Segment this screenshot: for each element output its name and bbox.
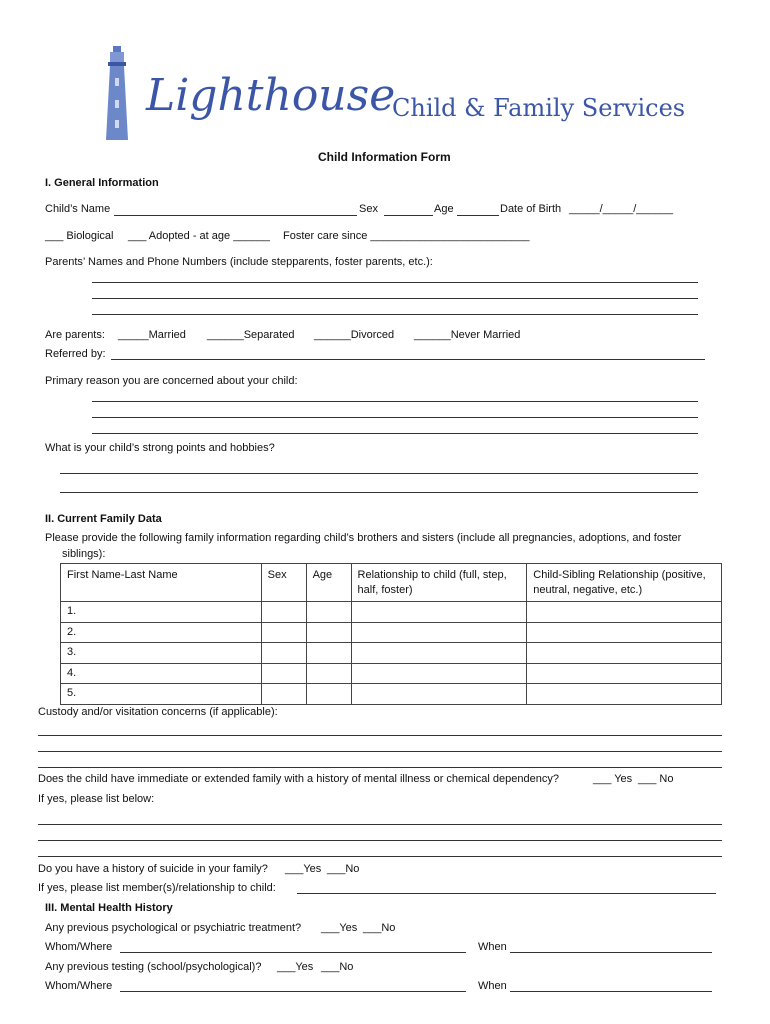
referred-by-label: Referred by: xyxy=(45,348,106,360)
testing-yes[interactable]: ___Yes xyxy=(277,961,314,973)
table-row xyxy=(61,663,722,684)
parents-label: Parents’ Names and Phone Numbers (include stepparents, foster parents, etc.): xyxy=(45,256,433,268)
mental-illness-line-2[interactable] xyxy=(38,840,722,841)
whom-where-label: Whom/Where xyxy=(45,941,113,953)
strong-points-line-1[interactable] xyxy=(60,473,698,474)
table-cell[interactable] xyxy=(306,684,351,705)
parents-line-3[interactable] xyxy=(92,314,698,315)
strong-points-label: What is your child’s strong points and hobbies? xyxy=(45,442,275,454)
mental-illness-line-3[interactable] xyxy=(38,856,722,857)
table-cell[interactable] xyxy=(351,602,527,623)
suicide-list-label: If yes, please list member(s)/relationship to child: xyxy=(38,882,276,894)
suicide-no[interactable]: ___No xyxy=(327,863,360,875)
strong-points-line-2[interactable] xyxy=(60,492,698,493)
table-cell[interactable] xyxy=(351,622,527,643)
age-field[interactable] xyxy=(457,215,499,216)
age-label: Age xyxy=(434,203,454,215)
suicide-list-field[interactable] xyxy=(297,893,716,894)
parents-line-1[interactable] xyxy=(92,282,698,283)
section-mental-heading: III. Mental Health History xyxy=(45,902,173,914)
treatment-yes[interactable]: ___Yes xyxy=(321,922,358,934)
table-cell[interactable] xyxy=(261,684,306,705)
sex-label: Sex xyxy=(359,203,378,215)
row-number[interactable]: 4. xyxy=(61,663,262,684)
when-field-2[interactable] xyxy=(510,991,712,992)
table-cell[interactable] xyxy=(527,684,722,705)
logo-sub-text: Child & Family Services xyxy=(392,94,686,122)
sibling-table xyxy=(60,563,722,705)
table-cell[interactable] xyxy=(527,622,722,643)
parents-line-2[interactable] xyxy=(92,298,698,299)
mental-illness-yes[interactable]: ___ Yes xyxy=(593,773,633,785)
when-field[interactable] xyxy=(510,952,712,953)
row-number[interactable]: 3. xyxy=(61,643,262,664)
suicide-yes[interactable]: ___Yes xyxy=(285,863,322,875)
table-cell[interactable] xyxy=(306,663,351,684)
column-header: Age xyxy=(306,564,351,602)
child-name-field[interactable] xyxy=(114,215,357,216)
table-cell[interactable] xyxy=(527,643,722,664)
form-title: Child Information Form xyxy=(318,150,451,164)
mental-illness-question: Does the child have immediate or extended family with a history of mental illness or chemical dependency? xyxy=(38,773,559,785)
table-cell[interactable] xyxy=(527,663,722,684)
child-name-label: Child’s Name xyxy=(45,203,111,215)
lighthouse-icon xyxy=(98,44,138,144)
row-number[interactable]: 1. xyxy=(61,602,262,623)
row-number[interactable]: 5. xyxy=(61,684,262,705)
when-label: When xyxy=(478,941,507,953)
when-label-2: When xyxy=(478,980,507,992)
table-header-row xyxy=(61,564,722,602)
table-cell[interactable] xyxy=(306,622,351,643)
whom-where-label-2: Whom/Where xyxy=(45,980,113,992)
never-married-option[interactable]: ______Never Married xyxy=(414,329,521,341)
previous-treatment-question: Any previous psychological or psychiatric treatment? xyxy=(45,922,302,934)
custody-line-2[interactable] xyxy=(38,751,722,752)
are-parents-label: Are parents: xyxy=(45,329,105,341)
family-instructions-cont: siblings): xyxy=(62,548,106,560)
primary-reason-line-1[interactable] xyxy=(92,401,698,402)
dob-label: Date of Birth xyxy=(500,203,562,215)
custody-line-3[interactable] xyxy=(38,767,722,768)
table-cell[interactable] xyxy=(306,602,351,623)
whom-where-field[interactable] xyxy=(120,952,466,953)
dob-field[interactable]: _____/_____/______ xyxy=(569,203,673,215)
table-cell[interactable] xyxy=(261,602,306,623)
suicide-question: Do you have a history of suicide in your family? xyxy=(38,863,268,875)
separated-option[interactable]: ______Separated xyxy=(207,329,295,341)
biological-option[interactable]: ___ Biological xyxy=(45,230,114,242)
primary-reason-label: Primary reason you are concerned about your child: xyxy=(45,375,298,387)
custody-line-1[interactable] xyxy=(38,735,722,736)
primary-reason-line-3[interactable] xyxy=(92,433,698,434)
mental-illness-no[interactable]: ___ No xyxy=(638,773,674,785)
divorced-option[interactable]: ______Divorced xyxy=(314,329,395,341)
table-cell[interactable] xyxy=(261,663,306,684)
table-row xyxy=(61,622,722,643)
table-cell[interactable] xyxy=(527,602,722,623)
table-cell[interactable] xyxy=(351,643,527,664)
family-instructions: Please provide the following family information regarding child’s brothers and sisters (include all pregnancies, adoptions, and foster xyxy=(45,532,682,544)
married-option[interactable]: _____Married xyxy=(118,329,186,341)
table-row xyxy=(61,602,722,623)
table-cell[interactable] xyxy=(261,622,306,643)
section-general-heading: I. General Information xyxy=(45,177,159,189)
treatment-no[interactable]: ___No xyxy=(363,922,396,934)
section-family-heading: II. Current Family Data xyxy=(45,513,162,525)
sex-field[interactable] xyxy=(384,215,433,216)
column-header: Child-Sibling Relationship (positive, neutral, negative, etc.) xyxy=(527,564,722,602)
foster-option[interactable]: Foster care since __________________________ xyxy=(283,230,530,242)
referred-by-field[interactable] xyxy=(111,359,705,360)
table-cell[interactable] xyxy=(306,643,351,664)
column-header: Sex xyxy=(261,564,306,602)
mental-illness-line-1[interactable] xyxy=(38,824,722,825)
column-header: Relationship to child (full, step, half, foster) xyxy=(351,564,527,602)
table-cell[interactable] xyxy=(351,684,527,705)
if-yes-list-label: If yes, please list below: xyxy=(38,793,155,805)
table-cell[interactable] xyxy=(351,663,527,684)
table-row xyxy=(61,684,722,705)
column-header: First Name-Last Name xyxy=(61,564,262,602)
table-cell[interactable] xyxy=(261,643,306,664)
previous-testing-question: Any previous testing (school/psychological)? xyxy=(45,961,262,973)
primary-reason-line-2[interactable] xyxy=(92,417,698,418)
custody-label: Custody and/or visitation concerns (if applicable): xyxy=(38,706,278,718)
testing-no[interactable]: ___No xyxy=(321,961,354,973)
table-row xyxy=(61,643,722,664)
whom-where-field-2[interactable] xyxy=(120,991,466,992)
adopted-option[interactable]: ___ Adopted - at age ______ xyxy=(128,230,270,242)
row-number[interactable]: 2. xyxy=(61,622,262,643)
logo-main-text: Lighthouse xyxy=(146,70,396,121)
